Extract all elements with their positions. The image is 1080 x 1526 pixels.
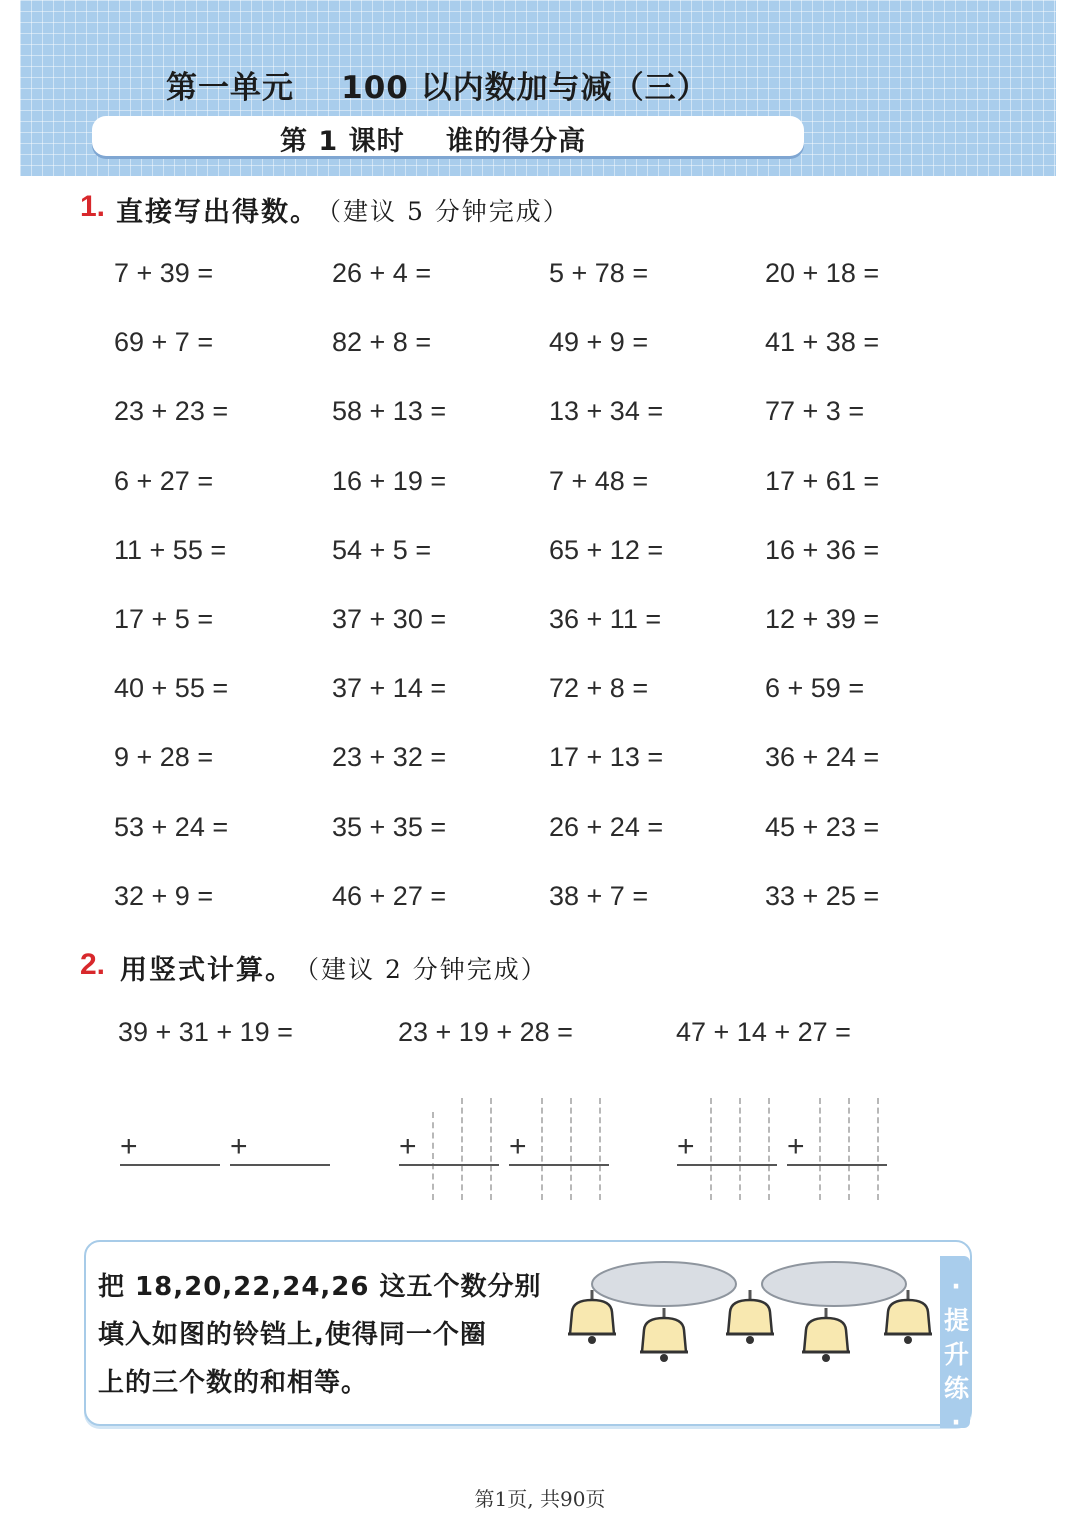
enrichment-line-3: 上的三个数的和相等。 (98, 1368, 369, 1398)
exercise-item: 26 + 24 = (549, 812, 664, 842)
exercise-item: 82 + 8 = (332, 327, 432, 357)
exercise-item: 5 + 78 = (549, 258, 649, 288)
question-1-text: 直接写出得数。 (116, 197, 319, 228)
plus-sign: + (399, 1130, 417, 1163)
work-area-2a[interactable] (399, 1102, 509, 1202)
exercise-item: 41 + 38 = (765, 327, 880, 357)
exercise-item: 6 + 27 = (114, 466, 214, 496)
left-ring (592, 1262, 736, 1306)
exercise-item: 32 + 9 = (114, 881, 214, 911)
exercise-item: 36 + 11 = (549, 604, 662, 634)
exercise-item: 65 + 12 = (549, 535, 664, 565)
exercise-item: 7 + 39 = (114, 258, 214, 288)
answer-line (787, 1164, 887, 1166)
exercise-item: 72 + 8 = (549, 673, 649, 703)
exercise-item: 16 + 19 = (332, 466, 447, 496)
answer-line (230, 1164, 330, 1166)
bell-icon[interactable] (726, 1290, 774, 1344)
exercise-item: 23 + 23 = (114, 396, 229, 426)
exercise-item: 54 + 5 = (332, 535, 432, 565)
unit-title: 第一单元 100 以内数加与减（三） (166, 70, 709, 106)
question-1-note: （建议 5 分钟完成） (316, 197, 570, 226)
bells-diagram (560, 1256, 940, 1368)
plus-sign: + (120, 1130, 138, 1163)
question-2-note: （建议 2 分钟完成） (294, 955, 548, 984)
exercise-item: 6 + 59 = (765, 673, 865, 703)
answer-line (399, 1164, 499, 1166)
lesson-title: 第 1 课时 谁的得分高 (280, 126, 587, 157)
plus-sign: + (787, 1130, 805, 1163)
exercise-item: 45 + 23 = (765, 812, 880, 842)
exercise-item: 11 + 55 = (114, 535, 227, 565)
enrichment-line-2: 填入如图的铃铛上,使得同一个圈 (98, 1320, 487, 1350)
exercise-item: 38 + 7 = (549, 881, 649, 911)
bell-icon[interactable] (802, 1308, 850, 1362)
exercise-item: 12 + 39 = (765, 604, 880, 634)
vertical-problem-1: 39 + 31 + 19 = (118, 1017, 293, 1047)
work-area-1a[interactable] (120, 1102, 230, 1202)
vertical-problem-2: 23 + 19 + 28 = (398, 1017, 573, 1047)
exercise-item: 23 + 32 = (332, 742, 447, 772)
exercise-item: 7 + 48 = (549, 466, 649, 496)
exercise-item: 33 + 25 = (765, 881, 880, 911)
work-area-2b[interactable] (509, 1102, 619, 1202)
exercise-item: 17 + 13 = (549, 742, 664, 772)
enrichment-line-1: 把 18,20,22,24,26 这五个数分别 (98, 1272, 542, 1302)
work-area-3b[interactable] (787, 1102, 897, 1202)
enrichment-tab-label: ·提升练· (944, 1272, 970, 1437)
work-area-1b[interactable] (230, 1102, 340, 1202)
exercise-item: 37 + 30 = (332, 604, 447, 634)
exercise-item: 17 + 61 = (765, 466, 880, 496)
exercise-item: 53 + 24 = (114, 812, 229, 842)
exercise-item: 13 + 34 = (549, 396, 664, 426)
right-ring (762, 1262, 906, 1306)
question-1-number: 1. (80, 190, 106, 223)
plus-sign: + (677, 1130, 695, 1163)
answer-line (677, 1164, 777, 1166)
work-area-3a[interactable] (677, 1102, 787, 1202)
exercise-item: 77 + 3 = (765, 396, 865, 426)
question-2-text: 用竖式计算。 (120, 955, 294, 986)
bell-icon[interactable] (640, 1308, 688, 1362)
exercise-item: 69 + 7 = (114, 327, 214, 357)
exercise-item: 16 + 36 = (765, 535, 880, 565)
exercise-item: 37 + 14 = (332, 673, 447, 703)
exercise-item: 49 + 9 = (549, 327, 649, 357)
exercise-item: 20 + 18 = (765, 258, 880, 288)
plus-sign: + (509, 1130, 527, 1163)
exercise-item: 36 + 24 = (765, 742, 880, 772)
plus-sign: + (230, 1130, 248, 1163)
answer-line (509, 1164, 609, 1166)
exercise-item: 35 + 35 = (332, 812, 447, 842)
vertical-problem-3: 47 + 14 + 27 = (676, 1017, 851, 1047)
exercise-item: 9 + 28 = (114, 742, 214, 772)
exercise-item: 58 + 13 = (332, 396, 447, 426)
page-footer: 第1页, 共90页 (474, 1487, 606, 1511)
exercise-item: 17 + 5 = (114, 604, 214, 634)
question-2-number: 2. (80, 948, 106, 981)
exercise-item: 40 + 55 = (114, 673, 229, 703)
exercise-item: 46 + 27 = (332, 881, 447, 911)
answer-line (120, 1164, 220, 1166)
exercise-item: 26 + 4 = (332, 258, 432, 288)
